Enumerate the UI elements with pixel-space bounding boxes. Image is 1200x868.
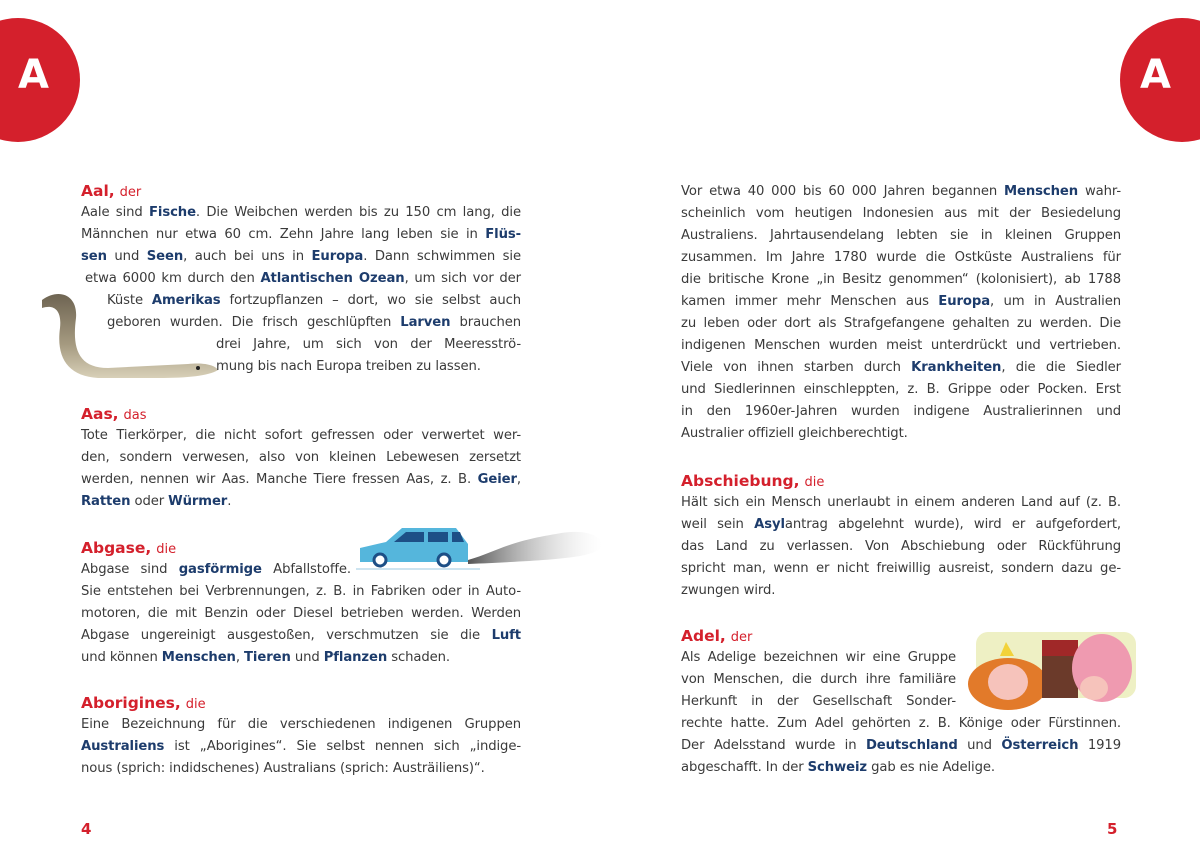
entry-heading	[81, 537, 521, 559]
headword: Adel,	[681, 627, 726, 645]
entry-heading	[81, 403, 521, 425]
text-segment: Abfallstoffe.	[261, 562, 352, 577]
text-segment: motoren, die mit Benzin oder Diesel betrieben werden. Werden	[81, 606, 521, 621]
cross-reference-term: Tieren	[244, 650, 291, 665]
entry-heading	[81, 180, 521, 202]
text-line	[81, 559, 351, 581]
cross-reference-term: Flüs-	[485, 227, 521, 242]
text-line	[81, 647, 521, 669]
entry-abgase	[81, 537, 521, 669]
text-line	[81, 758, 521, 780]
text-line	[681, 735, 1121, 757]
text-segment: werden, nennen wir Aas. Manche Tiere fressen Aas, z. B.	[81, 472, 478, 487]
text-line	[681, 181, 1121, 203]
text-line	[681, 203, 1121, 225]
text-segment: und	[957, 738, 1002, 753]
headword: Aal,	[81, 182, 115, 200]
text-segment: scheinlich vom heutigen Indonesien aus mit der Besiedelung	[681, 206, 1121, 221]
text-line	[216, 334, 521, 356]
text-line	[107, 312, 521, 334]
cross-reference-term: Geier	[477, 472, 517, 487]
text-line	[81, 246, 521, 268]
cross-reference-term: Seen	[146, 249, 184, 264]
text-segment: zwungen wird.	[681, 583, 776, 598]
text-segment: . Die Weibchen werden bis zu 150 cm lang, die	[195, 205, 521, 220]
cross-reference-term: Europa	[311, 249, 364, 264]
text-line	[681, 379, 1121, 401]
entry-aborigines	[81, 692, 521, 780]
entry-abschiebung	[681, 470, 1121, 602]
text-segment: spricht man, wenn er nicht freiwillig ausreist, sondern dazu ge-	[681, 561, 1121, 576]
entry-aborigines-cont	[681, 181, 1121, 445]
text-line	[81, 202, 521, 224]
text-segment: gab es nie Adelige.	[866, 760, 995, 775]
cross-reference-term: Larven	[400, 315, 451, 330]
cross-reference-term: Schweiz	[807, 760, 867, 775]
text-segment: Als Adelige bezeichnen wir eine Gruppe	[681, 650, 956, 665]
entry-aal	[81, 180, 521, 378]
text-line	[681, 492, 1121, 514]
text-segment: kamen immer mehr Menschen aus	[681, 294, 939, 309]
text-segment: etwa 6000 km durch den	[85, 271, 261, 286]
grammatical-article: der	[730, 630, 753, 645]
text-segment: Abgase sind	[81, 562, 179, 577]
letter-tab-label: A	[1140, 52, 1171, 98]
text-line	[681, 357, 1121, 379]
grammatical-article: das	[123, 408, 147, 423]
entry-heading	[81, 692, 521, 714]
text-segment: schaden.	[387, 650, 451, 665]
text-segment: Hält sich ein Mensch unerlaubt in einem anderen Land auf (z. B.	[681, 495, 1121, 510]
text-segment: weil sein	[681, 517, 755, 532]
text-segment: wahr-	[1078, 184, 1122, 199]
text-line	[681, 269, 1121, 291]
text-line	[81, 603, 521, 625]
cross-reference-term: Österreich	[1001, 738, 1079, 753]
grammatical-article: die	[156, 542, 177, 557]
text-segment: , auch bei uns in	[183, 249, 312, 264]
text-segment: , die die Siedler	[1001, 360, 1121, 375]
text-segment: drei Jahre, um sich von der Meeresströ-	[216, 337, 521, 352]
text-line	[681, 713, 1121, 735]
text-line	[81, 425, 521, 447]
grammatical-article: die	[804, 475, 825, 490]
cross-reference-term: Atlantischen Ozean	[260, 271, 405, 286]
letter-tab-left	[0, 18, 80, 142]
text-segment: rechte hatte. Zum Adel gehörten z. B. Könige oder Fürstinnen.	[681, 716, 1121, 731]
text-segment: das Land zu verlassen. Von Abschiebung oder Rückführung	[681, 539, 1121, 554]
text-line	[81, 625, 521, 647]
entry-aas	[81, 403, 521, 513]
text-line	[681, 423, 1121, 445]
text-segment: Abgase ungereinigt ausgestoßen, verschmutzen sie die	[81, 628, 492, 643]
text-line	[681, 335, 1121, 357]
text-line	[81, 736, 521, 758]
cross-reference-term: Menschen	[1004, 184, 1079, 199]
text-segment: und	[106, 249, 147, 264]
text-line	[681, 401, 1121, 423]
grammatical-article: die	[185, 697, 206, 712]
text-line	[81, 714, 521, 736]
cross-reference-term: Europa	[938, 294, 990, 309]
cross-reference-term: Deutschland	[865, 738, 958, 753]
text-line	[681, 291, 1121, 313]
text-segment: und	[290, 650, 324, 665]
text-segment: Aale sind	[81, 205, 149, 220]
cross-reference-term: Ratten	[81, 494, 131, 509]
text-segment: indigenen Menschen wurden meist unterdrückt und vertrieben.	[681, 338, 1121, 353]
text-segment: von Menschen, die durch ihre familiäre	[681, 672, 956, 687]
cross-reference-term: Luft	[491, 628, 521, 643]
cross-reference-term: Fische	[148, 205, 196, 220]
text-segment: , um sich vor der	[404, 271, 521, 286]
text-segment: zusammen. Im Jahre 1780 wurde die Ostküste Australiens für	[681, 250, 1121, 265]
text-segment: Viele von ihnen starben durch	[681, 360, 912, 375]
entry-heading	[681, 470, 1121, 492]
text-line	[81, 469, 521, 491]
text-segment: brauchen	[450, 315, 522, 330]
cross-reference-term: Würmer	[168, 494, 228, 509]
letter-tab-label: A	[18, 52, 49, 98]
text-line	[81, 581, 521, 603]
text-line	[681, 669, 956, 691]
entry-adel	[681, 625, 1121, 779]
text-segment: Der Adelsstand wurde in	[681, 738, 866, 753]
text-line	[81, 491, 521, 513]
text-line	[681, 691, 956, 713]
text-segment: fortzupflanzen – dort, wo sie selbst auch	[220, 293, 521, 308]
text-line	[81, 447, 521, 469]
text-segment: ist „Aborigines“. Sie selbst nennen sich „indige-	[164, 739, 521, 754]
headword: Aas,	[81, 405, 119, 423]
cross-reference-term: Pflanzen	[323, 650, 388, 665]
text-segment: . Dann schwimmen sie	[363, 249, 521, 264]
cross-reference-term: gasförmige	[178, 562, 262, 577]
text-line	[681, 558, 1121, 580]
text-line	[681, 313, 1121, 335]
text-line	[681, 225, 1121, 247]
headword: Abschiebung,	[681, 472, 800, 490]
text-segment: Männchen nur etwa 60 cm. Zehn Jahre lang leben sie in	[81, 227, 486, 242]
text-segment: , um in Australien	[990, 294, 1121, 309]
text-segment: in den 1960er-Jahren wurden indigene Australierinnen und	[681, 404, 1121, 419]
text-line	[681, 647, 956, 669]
entry-heading	[681, 625, 1121, 647]
headword: Abgase,	[81, 539, 152, 557]
text-segment: abgeschafft. In der	[681, 760, 808, 775]
text-segment: Sie entstehen bei Verbrennungen, z. B. in Fabriken oder in Auto-	[81, 584, 521, 599]
text-line	[681, 580, 1121, 602]
cross-reference-term: Menschen	[161, 650, 236, 665]
text-line	[681, 757, 1121, 779]
text-segment: Australier offiziell gleichberechtigt.	[681, 426, 908, 441]
text-line	[681, 536, 1121, 558]
text-segment: geboren wurden. Die frisch geschlüpften	[107, 315, 401, 330]
text-segment: und Siedlerinnen einschleppten, z. B. Grippe oder Pocken. Erst	[681, 382, 1121, 397]
text-segment: zu leben oder dort als Strafgefangene gehalten zu werden. Die	[681, 316, 1121, 331]
text-segment: mung bis nach Europa treiben zu lassen.	[216, 359, 481, 374]
cross-reference-term: Amerikas	[151, 293, 221, 308]
text-segment: oder	[130, 494, 169, 509]
cross-reference-term: Asyl	[754, 517, 785, 532]
text-segment: die britische Krone „in Besitz genommen“ (kolonisiert), ab 1788	[681, 272, 1121, 287]
text-segment: Eine Bezeichnung für die verschiedenen indigenen Gruppen	[81, 717, 521, 732]
text-segment: .	[227, 494, 232, 509]
cross-reference-term: Australiens	[81, 739, 165, 754]
page-number-right: 5	[1107, 820, 1118, 838]
text-segment: Vor etwa 40 000 bis 60 000 Jahren begannen	[681, 184, 1005, 199]
letter-tab-right	[1120, 18, 1200, 142]
text-segment: Herkunft in der Gesellschaft Sonder-	[681, 694, 956, 709]
text-segment: antrag abgelehnt wurde), wird er aufgefordert,	[784, 517, 1121, 532]
text-segment: Tote Tierkörper, die nicht sofort gefressen oder verwertet wer-	[81, 428, 521, 443]
text-segment: 1919	[1078, 738, 1121, 753]
page-number-left: 4	[81, 820, 92, 838]
text-line	[85, 268, 521, 290]
text-segment: ,	[235, 650, 245, 665]
text-line	[107, 290, 521, 312]
headword: Aborigines,	[81, 694, 181, 712]
grammatical-article: der	[119, 185, 142, 200]
text-line	[681, 514, 1121, 536]
text-segment: und können	[81, 650, 162, 665]
text-segment: ,	[516, 472, 521, 487]
text-line	[81, 224, 521, 246]
text-segment: Küste	[107, 293, 152, 308]
text-segment: den, sondern verwesen, also von kleinen Lebewesen zersetzt	[81, 450, 521, 465]
cross-reference-term: sen	[81, 249, 107, 264]
text-segment: nous (sprich: indidschenes) Australians (sprich: Austräiliens)“.	[81, 761, 485, 776]
cross-reference-term: Krankheiten	[911, 360, 1002, 375]
text-segment: Australiens. Jahrtausendelang lebten sie in kleinen Gruppen	[681, 228, 1121, 243]
text-line	[216, 356, 521, 378]
text-line	[681, 247, 1121, 269]
